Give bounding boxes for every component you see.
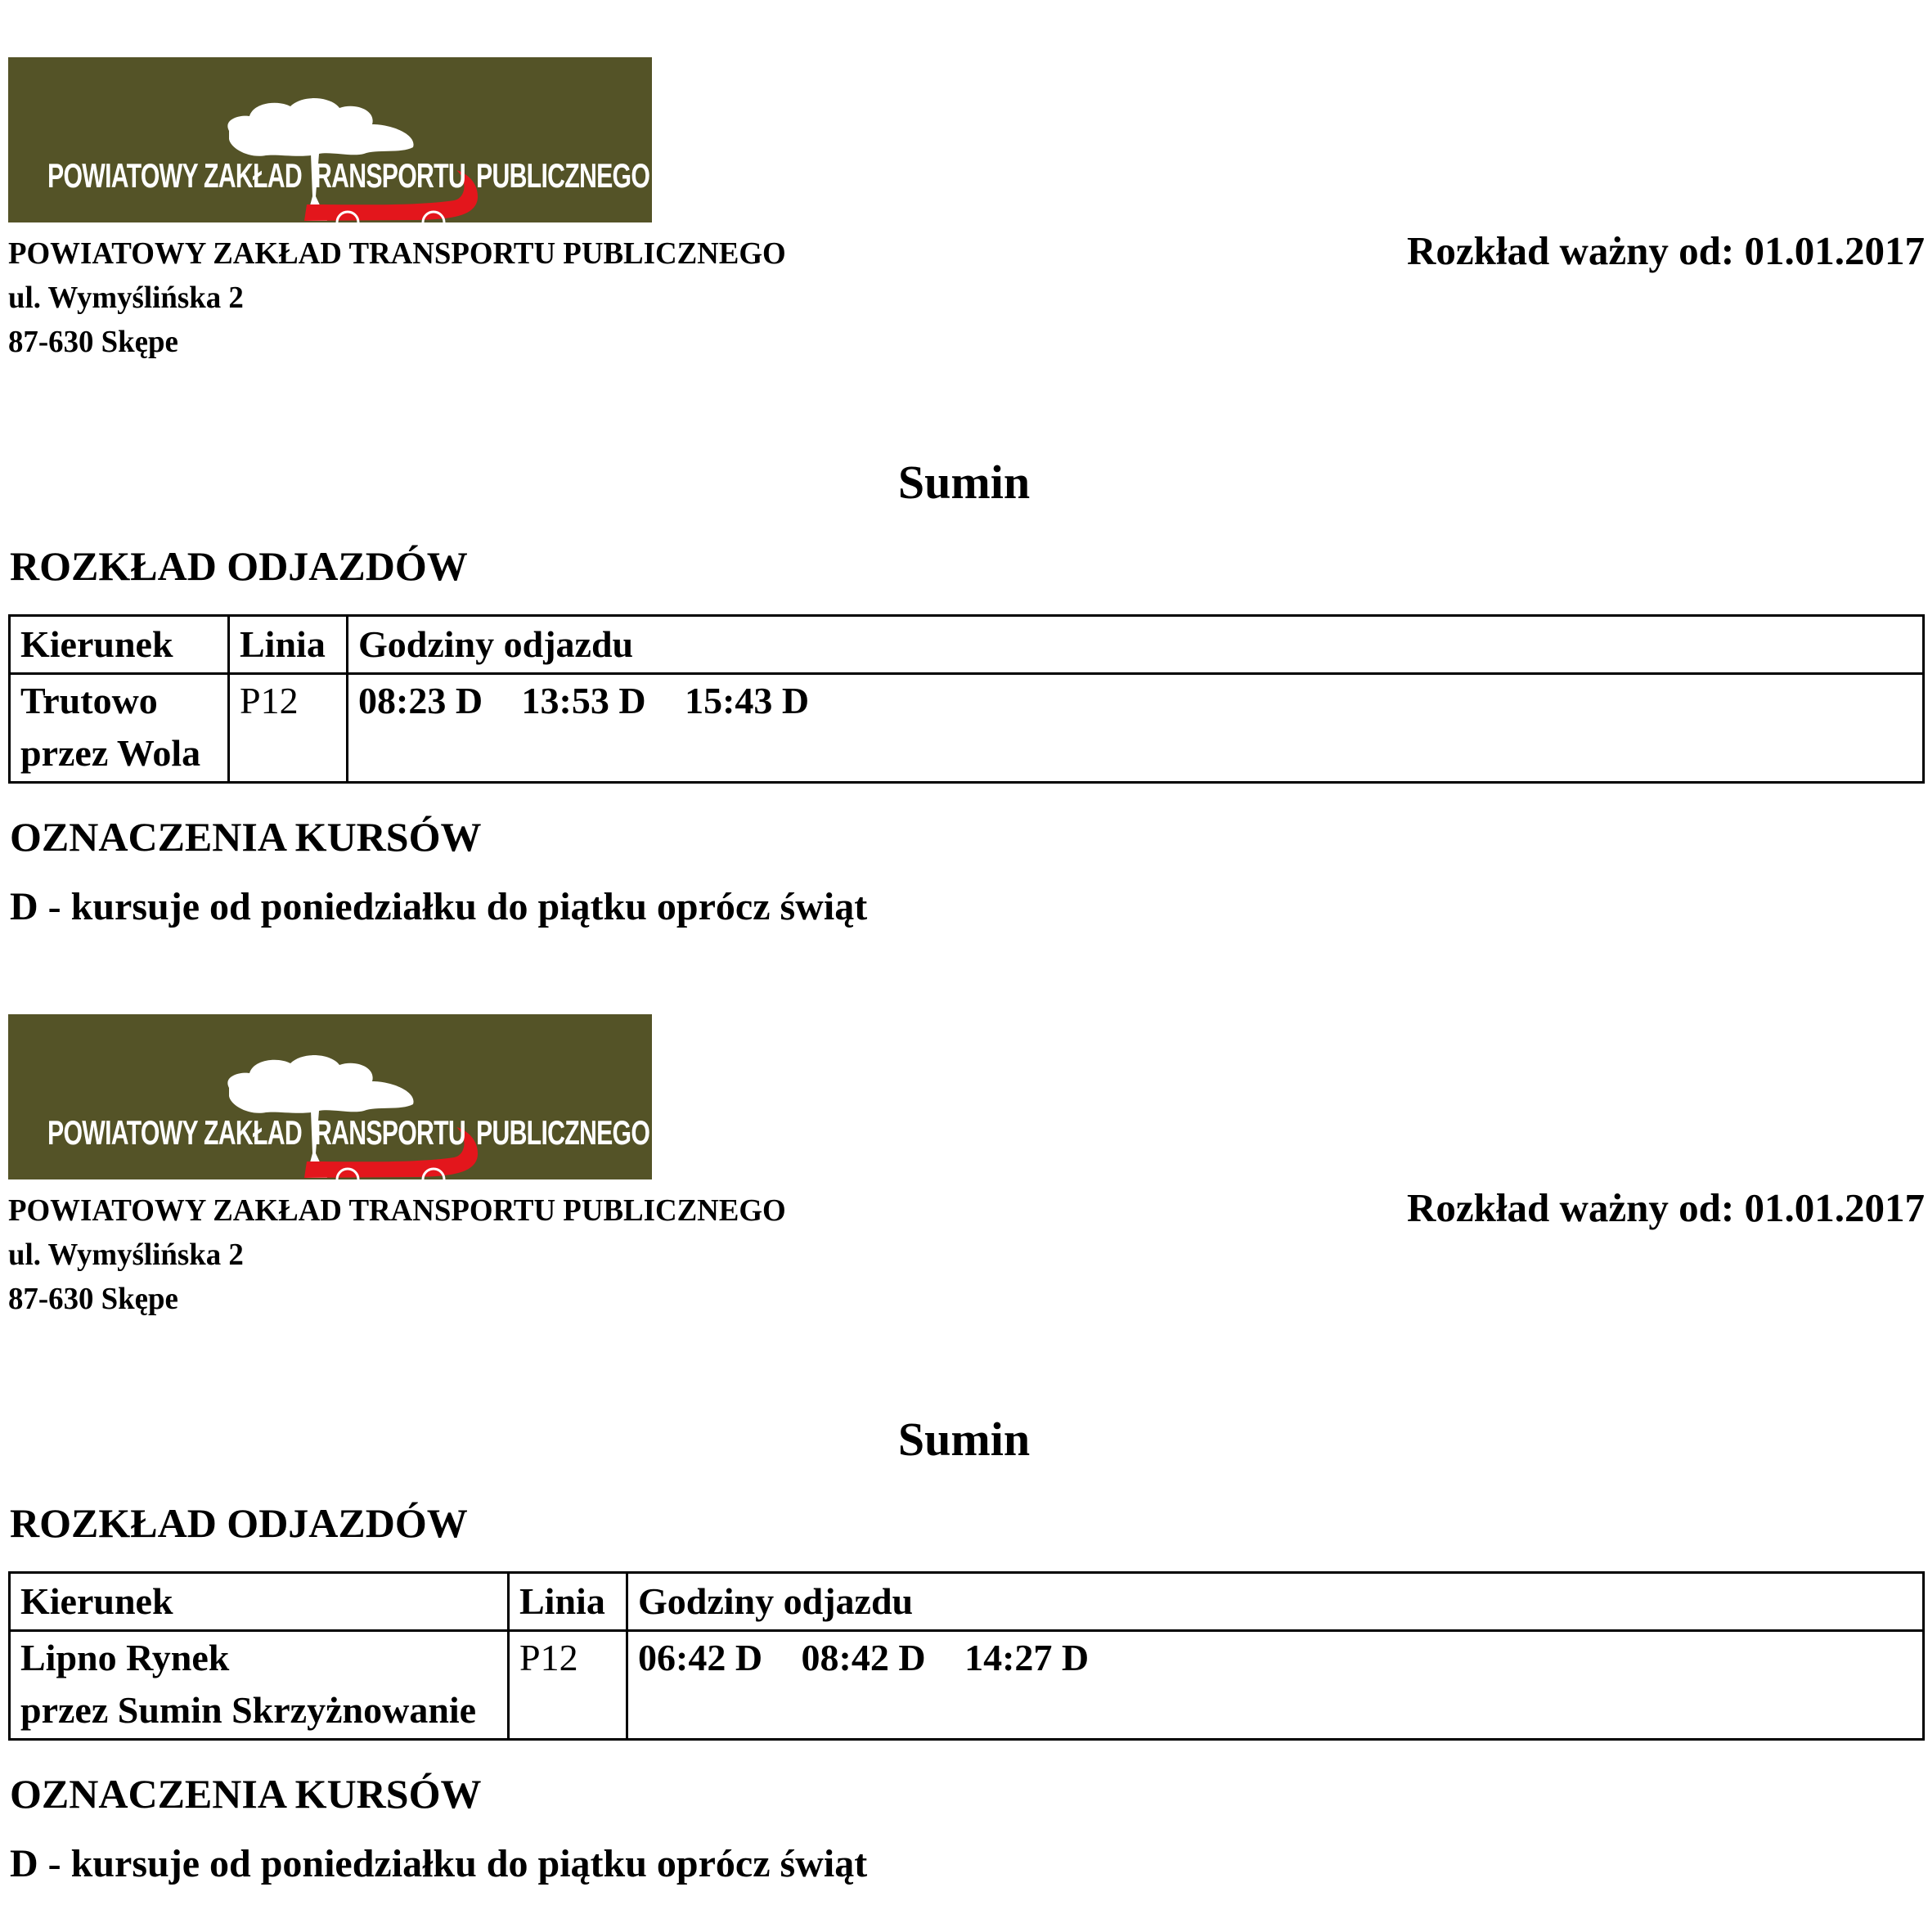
company-logo (8, 57, 652, 222)
table-row (10, 674, 1924, 783)
logo-text-part1: POWIATOWY ZAKŁAD (47, 156, 303, 195)
legend-text: D - kursuje od poniedziałku do piątku oprócz świąt (10, 1842, 868, 1885)
timetable-section-1 (0, 0, 1928, 957)
departure-time: 08:42 D (801, 1637, 926, 1678)
column-header-times: Godziny odjazdu (348, 616, 1924, 674)
valid-from-date: Rozkład ważny od: 01.01.2017 (1407, 1185, 1925, 1230)
column-header-direction: Kierunek (10, 616, 229, 674)
stop-name: Sumin (897, 456, 1031, 509)
logo-text-part3: PUBLICZNEGO (476, 156, 650, 195)
departures-table (8, 1571, 1925, 1741)
departures-table (8, 614, 1925, 784)
direction-destination: Lipno Rynek (20, 1637, 230, 1678)
direction-cell (10, 1631, 509, 1740)
direction-cell (10, 674, 229, 783)
column-header-direction: Kierunek (10, 1573, 509, 1631)
departure-time: 13:53 D (521, 680, 646, 721)
direction-via: przez Sumin Skrzyżnowanie (20, 1689, 477, 1731)
column-header-line: Linia (509, 1573, 627, 1631)
line-cell: P12 (229, 674, 348, 783)
logo-text-part3: PUBLICZNEGO (476, 1113, 650, 1152)
table-header-row (10, 1573, 1924, 1631)
departure-time: 15:43 D (685, 680, 810, 721)
column-header-times: Godziny odjazdu (627, 1573, 1924, 1631)
organization-address (8, 1188, 786, 1321)
direction-via: przez Wola (20, 732, 201, 774)
times-cell (627, 1631, 1924, 1740)
legend-heading: OZNACZENIA KURSÓW (10, 1771, 482, 1817)
logo-text-part2: RANSPORTU (314, 156, 466, 195)
departure-time: 14:27 D (964, 1637, 1090, 1678)
line-cell: P12 (509, 1631, 627, 1740)
table-row (10, 1631, 1924, 1740)
legend-text: D - kursuje od poniedziałku do piątku oprócz świąt (10, 885, 868, 928)
stop-name: Sumin (897, 1413, 1031, 1466)
valid-from-date: Rozkład ważny od: 01.01.2017 (1407, 228, 1925, 273)
organization-name: POWIATOWY ZAKŁAD TRANSPORTU PUBLICZNEGO (8, 1193, 786, 1228)
schedule-heading: ROZKŁAD ODJAZDÓW (10, 543, 468, 589)
table-header-row (10, 616, 1924, 674)
timetable-section-2 (0, 957, 1928, 1914)
organization-street: ul. Wymyślińska 2 (8, 281, 244, 315)
departure-time: 06:42 D (638, 1637, 763, 1678)
organization-city: 87-630 Skępe (8, 325, 178, 359)
schedule-heading: ROZKŁAD ODJAZDÓW (10, 1500, 468, 1546)
direction-destination: Trutowo (20, 680, 158, 721)
departure-time: 08:23 D (358, 680, 483, 721)
organization-city: 87-630 Skępe (8, 1282, 178, 1316)
legend-heading: OZNACZENIA KURSÓW (10, 814, 482, 860)
logo-text-part1: POWIATOWY ZAKŁAD (47, 1113, 303, 1152)
organization-name: POWIATOWY ZAKŁAD TRANSPORTU PUBLICZNEGO (8, 236, 786, 271)
organization-street: ul. Wymyślińska 2 (8, 1238, 244, 1272)
logo-text-part2: RANSPORTU (314, 1113, 466, 1152)
company-logo (8, 1014, 652, 1179)
times-cell (348, 674, 1924, 783)
column-header-line: Linia (229, 616, 348, 674)
organization-address (8, 231, 786, 364)
